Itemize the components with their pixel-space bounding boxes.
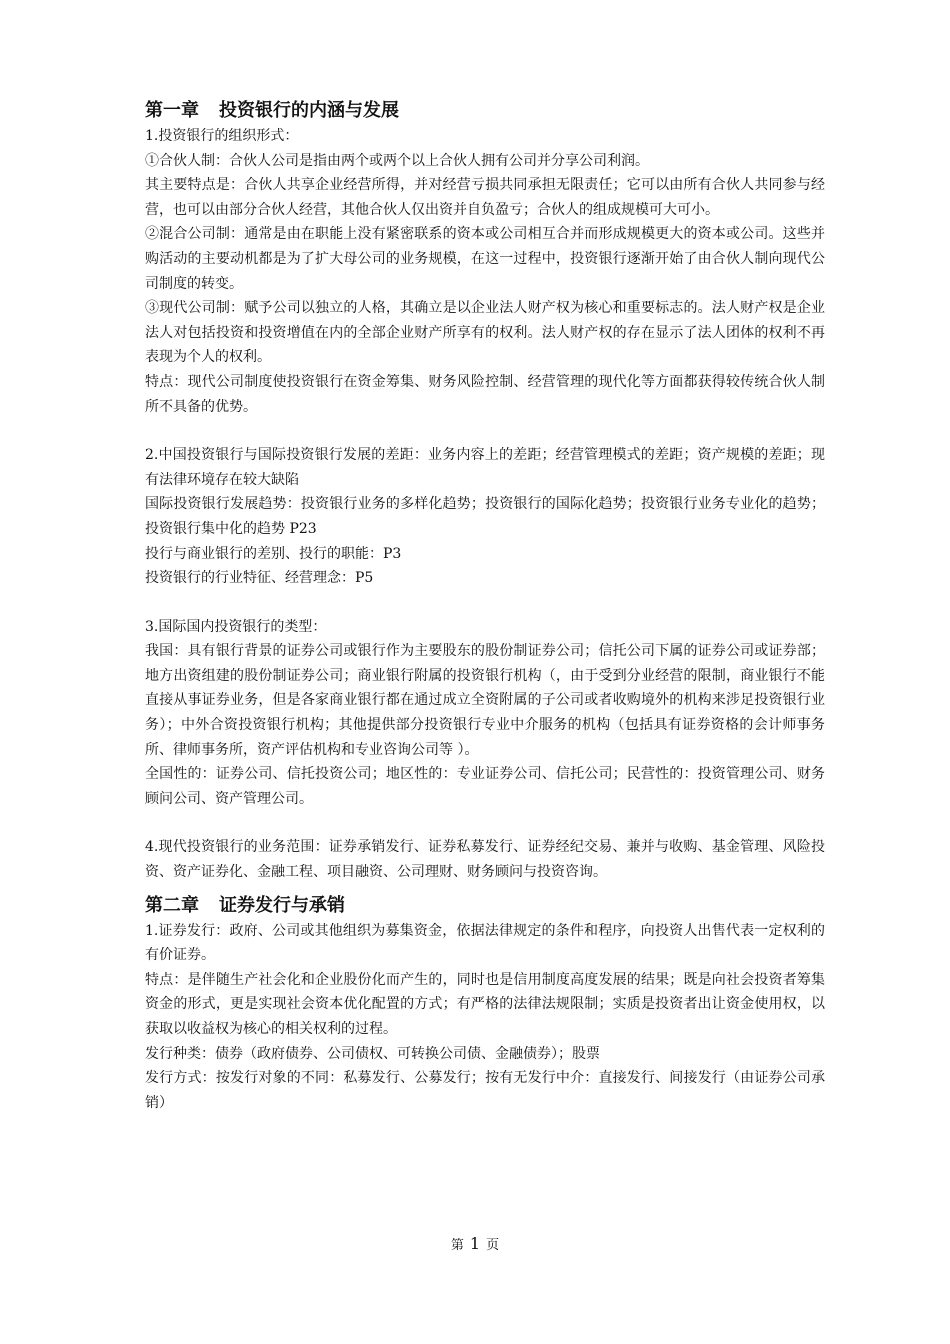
section-heading: 1.证券发行：政府、公司或其他组织为募集资金，依据法律规定的条件和程序，向投资人出售代表一定权利的有价证券。 (145, 922, 825, 964)
paragraph: 投资银行的行业特征、经营理念：P5 (145, 570, 374, 587)
section-heading: 4.现代投资银行的业务范围：证券承销发行、证券私募发行、证券经纪交易、兼并与收购、基金管理、风险投资、资产证券化、金融工程、项目融资、公司理财、财务顾问与投资咨询。 (145, 839, 825, 881)
chapter-number: 第二章 (145, 894, 199, 916)
paragraph: 我国：具有银行背景的证券公司或银行作为主要股东的股份制证券公司；信托公司下属的证券公司或证券部；地方出资组建的股份制证券公司；商业银行附属的投资银行机构（，由于受到分业经营的限制，商业银行不能直接从事证券业务，但是各家商业银行都在通过成立全资附属的子公司或者收购境外的机构来涉足投资银行业务）；中外合资投资银行机构；其他提供部分投资银行专业中介服务的机构（包括具有证券资格的会计师事务所、律师事务所，资产评估机构和专业咨询公司等 ）。 (145, 643, 825, 758)
section-heading: 3.国际国内投资银行的类型： (145, 618, 327, 635)
page-footer (0, 1234, 950, 1256)
chapter-number: 第一章 (145, 100, 199, 121)
document-body (145, 98, 825, 1115)
paragraph: 国际投资银行发展趋势：投资银行业务的多样化趋势；投资银行的国际化趋势；投资银行业务专业化的趋势；投资银行集中化的趋势 P23 (145, 496, 825, 537)
chapter-heading (145, 98, 825, 124)
paragraph: ③现代公司制：赋予公司以独立的人格，其确立是以企业法人财产权为核心和重要标志的。法人财产权是企业法人对包括投资和投资增值在内的全部企业财产所享有的权利。法人财产权的存在显示了法人团体的权利不再表现为个人的权利。 (145, 300, 825, 366)
paragraph: ①合伙人制：合伙人公司是指由两个或两个以上合伙人拥有公司并分享公司利润。 (145, 152, 649, 169)
paragraph: 投行与商业银行的差别、投行的职能：P3 (145, 545, 402, 562)
page-number: 1 (469, 1234, 481, 1253)
paragraph: ②混合公司制：通常是由在职能上没有紧密联系的资本或公司相互合并而形成规模更大的资本或公司。这些并购活动的主要动机都是为了扩大母公司的业务规模，在这一过程中，投资银行逐渐开始了由合伙人制向现代公司制度的转变。 (145, 226, 825, 292)
paragraph: 特点：是伴随生产社会化和企业股份化而产生的，同时也是信用制度高度发展的结果；既是向社会投资者筹集资金的形式，更是实现社会资本优化配置的方式；有严格的法律法规限制；实质是投资者出让资金使用权，以获取以收益权为核心的相关权利的过程。 (145, 971, 825, 1037)
footer-prefix: 第 (450, 1238, 464, 1253)
chapter-title: 投资银行的内涵与发展 (219, 100, 399, 121)
section-heading: 2.中国投资银行与国际投资银行发展的差距：业务内容上的差距；经营管理模式的差距；资产规模的差距；现有法律环境存在较大缺陷 (145, 447, 825, 488)
footer-suffix: 页 (486, 1238, 500, 1253)
chapter-heading (145, 893, 825, 919)
paragraph: 发行方式：按发行对象的不同：私募发行、公募发行；按有无发行中介：直接发行、间接发行（由证券公司承销） (145, 1070, 825, 1111)
paragraph: 全国性的：证券公司、信托投资公司；地区性的：专业证券公司、信托公司；民营性的：投资管理公司、财务顾问公司、资产管理公司。 (145, 766, 825, 807)
section-heading: 1.投资银行的组织形式： (145, 128, 299, 144)
chapter-title: 证券发行与承销 (219, 894, 345, 916)
paragraph: 发行种类：债券（政府债券、公司债权、可转换公司债、金融债券）；股票 (145, 1045, 600, 1062)
paragraph: 特点：现代公司制度使投资银行在资金筹集、财务风险控制、经营管理的现代化等方面都获得较传统合伙人制所不具备的优势。 (145, 373, 825, 415)
paragraph: 其主要特点是：合伙人共享企业经营所得，并对经营亏损共同承担无限责任；它可以由所有合伙人共同参与经营，也可以由部分合伙人经营，其他合伙人仅出资并自负盈亏；合伙人的组成规模可大可小。 (145, 177, 825, 218)
